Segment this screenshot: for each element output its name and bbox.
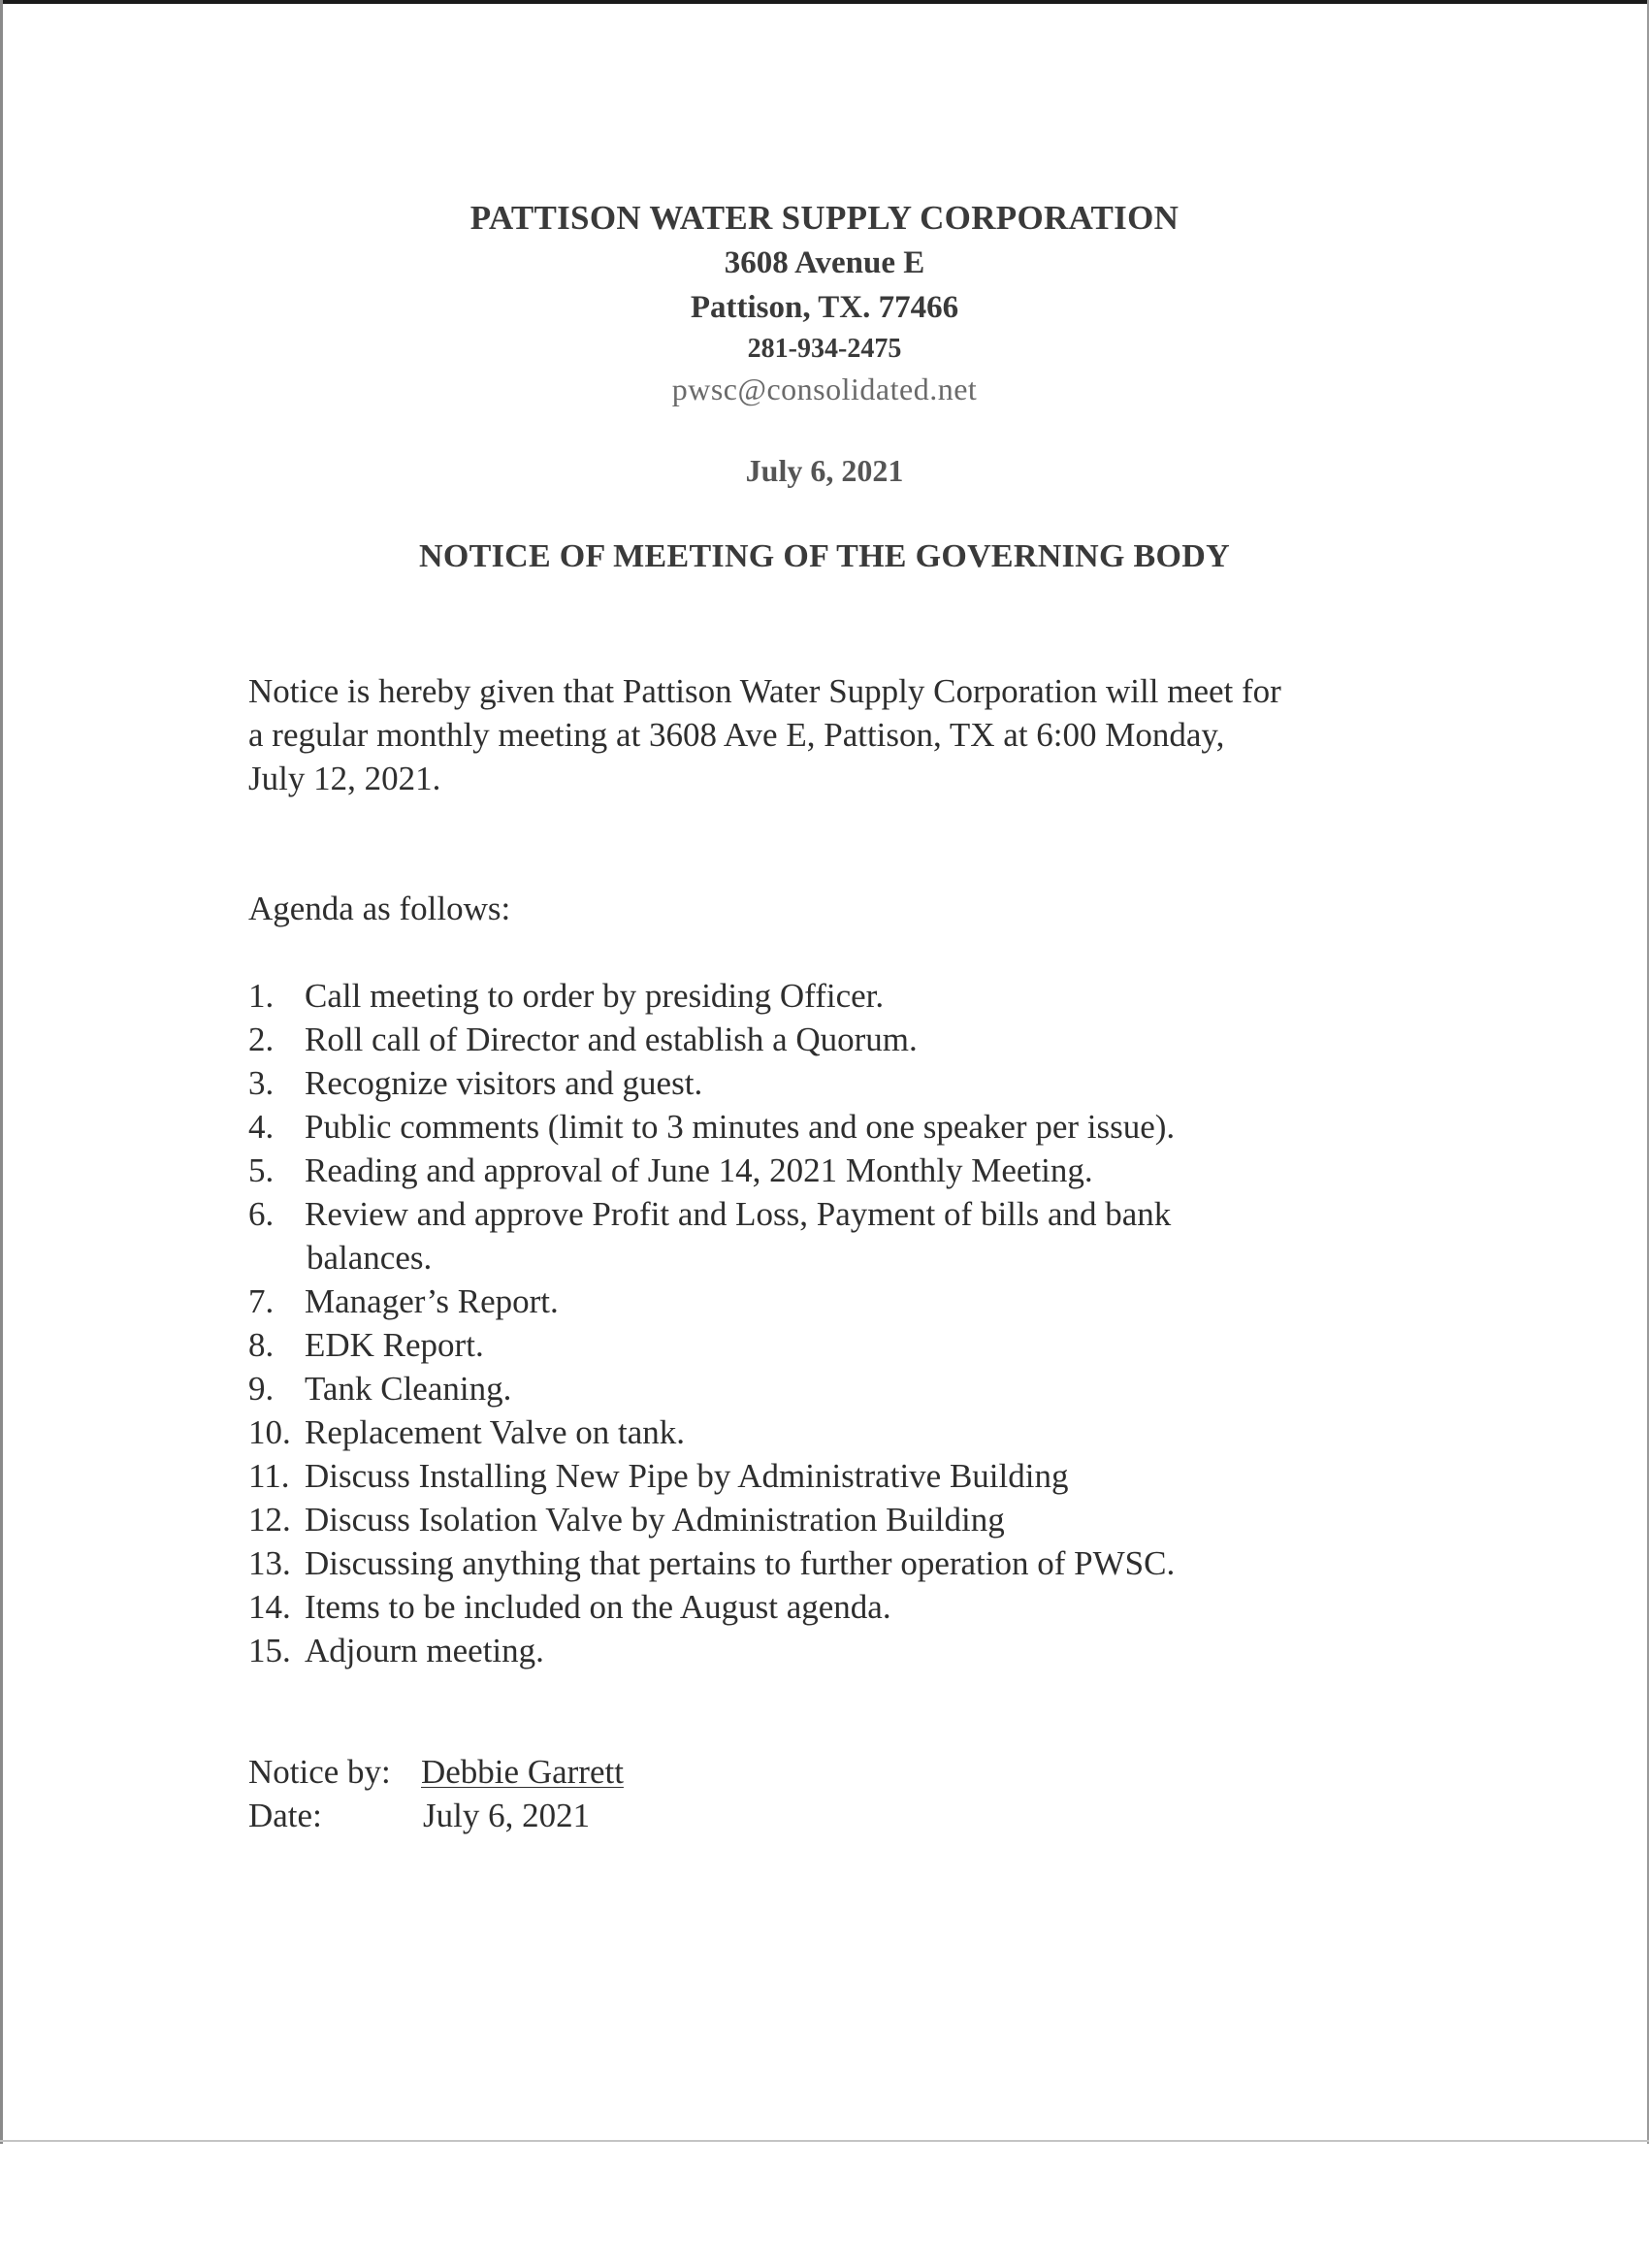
agenda-list: [248, 974, 1432, 1672]
agenda-item: [248, 1454, 1432, 1498]
agenda-item-text: Recognize visitors and guest.: [305, 1064, 703, 1102]
intro-line: Notice is hereby given that Pattison Water Supply Corporation will meet for: [248, 672, 1281, 710]
notice-by-value: Debbie Garrett: [421, 1753, 624, 1791]
agenda-item: [248, 1149, 1432, 1192]
phone-number: 281-934-2475: [747, 334, 902, 364]
email-address: pwsc@consolidated.net: [671, 372, 978, 406]
notice-title: NOTICE OF MEETING OF THE GOVERNING BODY: [419, 538, 1230, 574]
agenda-item: [248, 1061, 1432, 1105]
agenda-item-number: 1.: [248, 977, 275, 1015]
intro-line: a regular monthly meeting at 3608 Ave E, Pattison, TX at 6:00 Monday,: [248, 716, 1225, 754]
agenda-item-number: 8.: [248, 1326, 275, 1364]
date-label: Date:: [248, 1797, 322, 1834]
agenda-item: [248, 1323, 1432, 1367]
agenda-item-number: 3.: [248, 1064, 275, 1102]
page-bottom-rule: [0, 2140, 1649, 2142]
agenda-item: [248, 1585, 1432, 1629]
agenda-item-number: 5.: [248, 1151, 275, 1189]
agenda-item: [248, 1280, 1432, 1323]
document-date: July 6, 2021: [745, 453, 904, 488]
date-value: July 6, 2021: [423, 1797, 591, 1834]
agenda-item: [248, 1498, 1432, 1541]
agenda-item-number: 4.: [248, 1108, 275, 1146]
agenda-item-continuation: balances.: [307, 1239, 433, 1277]
address-line-2: Pattison, TX. 77466: [690, 290, 959, 325]
agenda-item-number: 14.: [248, 1588, 291, 1626]
agenda-item-text: Replacement Valve on tank.: [305, 1413, 686, 1451]
agenda-item-text: Discussing anything that pertains to further operation of PWSC.: [305, 1544, 1176, 1582]
agenda-item: [248, 1629, 1432, 1672]
agenda-item: [248, 1541, 1432, 1585]
intro-paragraph: [248, 669, 1432, 800]
agenda-item-number: 2.: [248, 1021, 275, 1058]
agenda-item-text: Discuss Isolation Valve by Administration Building: [305, 1501, 1005, 1539]
agenda-item: [248, 1018, 1432, 1061]
notice-by-label: Notice by:: [248, 1753, 391, 1791]
agenda-item-text: Items to be included on the August agenda.: [305, 1588, 891, 1626]
agenda-item-number: 12.: [248, 1501, 291, 1539]
agenda-item: [248, 1192, 1432, 1280]
agenda-item-text: Reading and approval of June 14, 2021 Monthly Meeting.: [305, 1151, 1093, 1189]
agenda-item-number: 6.: [248, 1195, 275, 1233]
agenda-item-text: Public comments (limit to 3 minutes and one speaker per issue).: [305, 1108, 1176, 1146]
intro-line: July 12, 2021.: [248, 760, 441, 797]
agenda-item-text: Adjourn meeting.: [305, 1632, 544, 1669]
agenda-item: [248, 1367, 1432, 1410]
agenda-item-text: EDK Report.: [305, 1326, 484, 1364]
agenda-item-text: Tank Cleaning.: [305, 1370, 512, 1408]
agenda-item-number: 15.: [248, 1632, 291, 1669]
scan-top-edge: [0, 0, 1649, 4]
agenda-item-number: 9.: [248, 1370, 275, 1408]
agenda-item: [248, 1105, 1432, 1149]
agenda-item-text: Call meeting to order by presiding Officer.: [305, 977, 885, 1015]
agenda-item: [248, 974, 1432, 1018]
agenda-item-text: Manager’s Report.: [305, 1282, 559, 1320]
agenda-item-number: 11.: [248, 1457, 290, 1495]
agenda-item-number: 10.: [248, 1413, 291, 1451]
agenda-item-number: 13.: [248, 1544, 291, 1582]
agenda-item-text: Roll call of Director and establish a Quorum.: [305, 1021, 918, 1058]
address-line-1: 3608 Avenue E: [724, 245, 925, 280]
agenda-item-text: Review and approve Profit and Loss, Payment of bills and bank: [305, 1195, 1172, 1233]
org-name: PATTISON WATER SUPPLY CORPORATION: [469, 199, 1180, 237]
agenda-heading: Agenda as follows:: [248, 890, 511, 927]
agenda-item: [248, 1410, 1432, 1454]
agenda-item-text: Discuss Installing New Pipe by Administrative Building: [305, 1457, 1069, 1495]
agenda-item-number: 7.: [248, 1282, 275, 1320]
